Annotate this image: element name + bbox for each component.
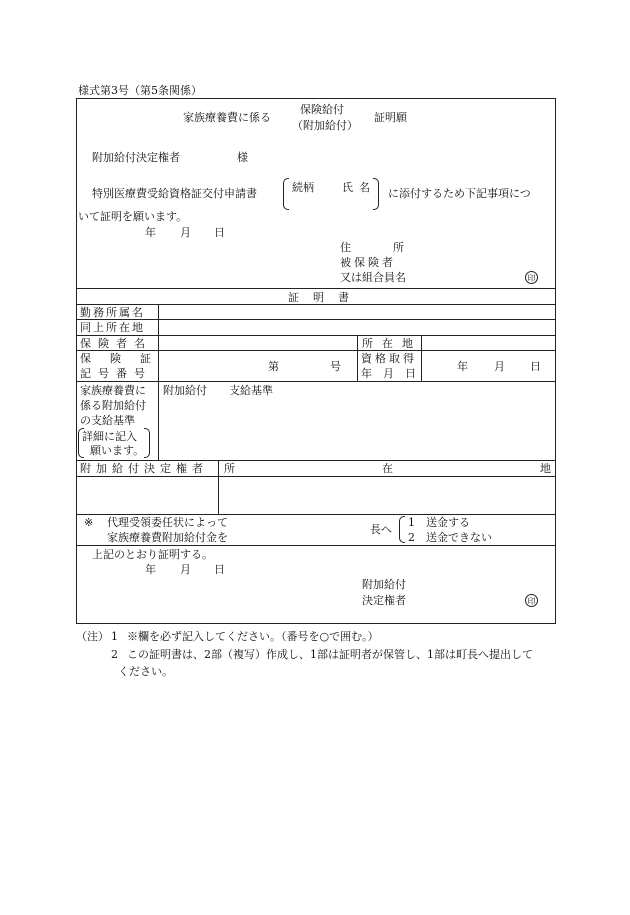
qual-month: 月 — [494, 360, 505, 373]
location-label: 所在地 — [362, 337, 422, 350]
divider — [76, 288, 556, 289]
qual-day: 日 — [530, 360, 541, 373]
date-year: 年 — [145, 226, 156, 239]
relation-label: 続柄 — [292, 181, 314, 194]
divider — [76, 476, 556, 477]
divider — [76, 350, 556, 351]
header-prefix: 家族療養費に係る — [183, 111, 271, 124]
proxy-option-1: 1 送金する — [408, 516, 470, 529]
card-label-bottom: 記号番号 — [80, 367, 152, 380]
applicant-member-label: 又は組合員名 — [340, 271, 406, 284]
standard-content: 附加給付 支給基準 — [163, 384, 273, 397]
applicant-seal-icon: 印 — [525, 271, 538, 284]
options-bracket — [399, 516, 405, 543]
request-line2: いて証明を願います。 — [78, 210, 188, 223]
closing-statement: 上記のとおり証明する。 — [92, 548, 213, 561]
proxy-to: 長へ — [370, 523, 392, 536]
signer-line2: 決定権者 — [362, 594, 406, 607]
proxy-option-2: 2 送金できない — [408, 531, 492, 544]
divider — [76, 335, 556, 336]
header-stacked-top: 保険給付 — [300, 103, 344, 116]
qualification-label-top: 資格取得 — [361, 352, 417, 365]
closing-day: 日 — [214, 563, 225, 576]
date-day: 日 — [214, 226, 225, 239]
column-divider — [357, 335, 358, 381]
header-stacked-bottom: （附加給付） — [292, 119, 358, 132]
divider — [76, 514, 556, 515]
card-label-top: 保険証 — [80, 352, 170, 365]
certificate-title: 証明書 — [288, 291, 363, 304]
date-month: 月 — [180, 226, 191, 239]
bracket-right — [373, 178, 379, 210]
qualification-label-bottom: 年月日 — [361, 367, 427, 380]
standard-note-2: 願います。 — [90, 444, 145, 457]
applicant-address-label: 住所 — [340, 241, 446, 254]
note2-line1: この証明書は、2部（複写）作成し、1部は証明者が保管し、1部は町長へ提出して — [127, 648, 533, 661]
request-tail: に添付するため下記事項につ — [388, 187, 531, 200]
decider-place-1: 所 — [224, 462, 235, 475]
divider — [76, 460, 556, 461]
workplace-address-label: 同上所在地 — [80, 321, 145, 334]
decider-place-3: 地 — [540, 462, 551, 475]
decider-place-2: 在 — [382, 462, 393, 475]
qual-year: 年 — [457, 360, 468, 373]
divider — [76, 319, 556, 320]
standard-note-1: 詳細に記入 — [82, 430, 137, 443]
note2-line2: ください。 — [118, 665, 173, 678]
workplace-label: 勤務所属名 — [80, 306, 145, 319]
addressee-honorific: 様 — [237, 151, 248, 164]
bracket-left — [283, 178, 289, 210]
insurer-name-label: 保険者名 — [80, 337, 152, 350]
note2-number: 2 — [111, 648, 118, 661]
number-prefix: 第 — [268, 360, 279, 373]
decider-label: 附加給付決定権者 — [80, 462, 208, 475]
standard-label-2: 係る附加給付 — [80, 399, 146, 412]
form-number-label: 様式第3号（第5条関係） — [78, 84, 202, 97]
standard-label-1: 家族療養費に — [80, 384, 146, 397]
divider — [76, 304, 556, 305]
signer-line1: 附加給付 — [362, 578, 406, 591]
column-divider — [158, 304, 159, 460]
note-bracket-right — [144, 428, 150, 458]
standard-label-3: の支給基準 — [80, 414, 135, 427]
divider — [76, 545, 556, 546]
signer-seal-icon: 印 — [525, 594, 538, 607]
proxy-line1: 代理受領委任状によって — [107, 516, 228, 529]
addressee-title: 附加給付決定権者 — [92, 151, 180, 164]
note1-number: 1 — [111, 630, 118, 643]
divider — [76, 381, 556, 382]
proxy-line2: 家族療養費附加給付金を — [107, 531, 228, 544]
column-divider — [218, 460, 219, 514]
header-suffix: 証明願 — [374, 111, 407, 124]
request-lead: 特別医療費受給資格証交付申請書 — [92, 187, 257, 200]
closing-month: 月 — [180, 563, 191, 576]
name-label: 氏名 — [342, 181, 376, 194]
notes-label: （注） — [76, 630, 109, 643]
applicant-insured-label: 被保険者 — [340, 256, 396, 269]
proxy-mark: ※ — [84, 516, 94, 529]
note1-text: ※欄を必ず記入してください。（番号を○で囲む。） — [127, 630, 379, 643]
number-suffix: 号 — [330, 360, 341, 373]
closing-year: 年 — [145, 563, 156, 576]
